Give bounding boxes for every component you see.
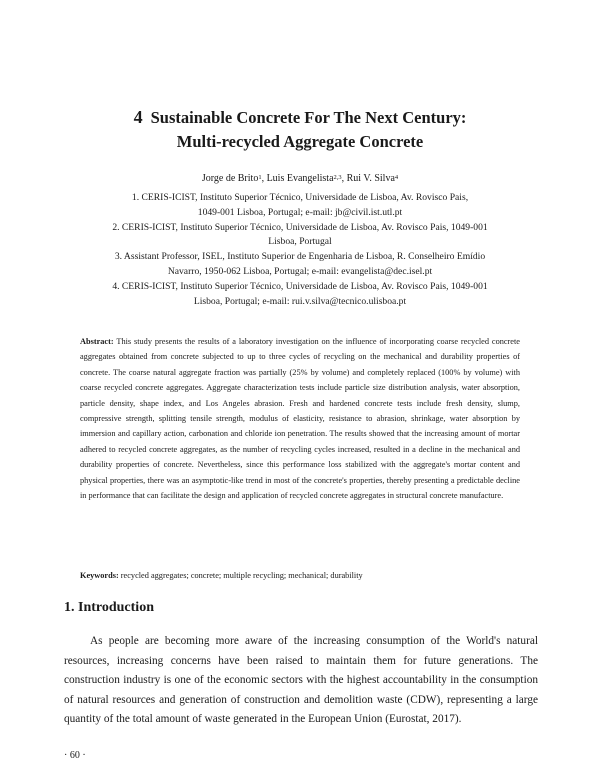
affiliation-item xyxy=(60,191,540,221)
title-line-2: Multi-recycled Aggregate Concrete xyxy=(176,132,424,151)
author-name: Rui V. Silva xyxy=(346,173,395,184)
affiliation-item xyxy=(60,250,540,280)
section-heading: 1. Introduction xyxy=(64,600,154,615)
page-number: · 60 · xyxy=(64,750,86,761)
abstract-text: This study presents the results of a laboratory investigation on the influence of incorporating coarse recycled concrete aggregates obtained from concrete subjected to up to three cycles of recycling on the mechanical and durability properties of concrete. The coarse natural aggregate fraction was partially (25% by volume) and completely replaced (100% by volume) with coarse recycled concrete aggregates. Aggregate characterization tests include particle size distribution analysis, water absorption, particle density, shape index, and Los Angeles abrasion. Fresh and hardened concrete tests include fresh density, slump, compressive strength, splitting tensile strength, modulus of elasticity, resistance to abrasion, shrinkage, water absorption by immersion and capillary action, carbonation and chloride ion penetration. The results showed that the increasing amount of mortar adhered to recycled concrete aggregates, as the number of recycling cycles increased, resulted in a decline in the mechanical and durability properties of concrete. Nevertheless, since this performance loss stabilized with the aggregate's mortar content and physical properties, there was an asymptotic-like trend in most of the concrete's properties, thereby presenting a predictable decline in performance that can facilitate the design and application of recycled concrete aggregates in structural concrete manufacture. xyxy=(80,337,520,501)
affiliation-line: 1. CERIS-ICIST, Instituto Superior Técnico, Universidade de Lisboa, Av. Rovisco Pais, xyxy=(131,192,469,203)
affiliation-line: 3. Assistant Professor, ISEL, Instituto Superior de Engenharia de Lisboa, R. Conselheiro Emídio xyxy=(114,251,486,263)
author-list xyxy=(0,172,600,186)
title-text-1: Sustainable Concrete For The Next Century: xyxy=(150,108,467,127)
affiliation-line: 2. CERIS-ICIST, Instituto Superior Técnico, Universidade de Lisboa, Av. Rovisco Pais, 1049-001 xyxy=(112,221,488,233)
keywords-label: Keywords: xyxy=(80,571,119,580)
keywords-text: recycled aggregates; concrete; multiple recycling; mechanical; durability xyxy=(120,571,363,580)
affiliation-line: Lisboa, Portugal; e-mail: rui.v.silva@tecnico.ulisboa.pt xyxy=(193,295,407,307)
affiliation-line: Navarro, 1950-062 Lisboa, Portugal; e-mail: evangelista@dec.isel.pt xyxy=(167,265,433,277)
affiliation-item xyxy=(60,221,540,251)
affiliation-line: Lisboa, Portugal xyxy=(268,236,332,248)
intro-paragraph: As people are becoming more aware of the increasing consumption of the World's natural resources, increasing concerns have been raised to maintain them for future generations. The construction industry is one of the economic sectors with the highest accountability in the consumption of natural resources and generation of construction and demolition waste (CDW), representing a large quantity of the total amount of waste generated in the European Union (Eurostat, 2017). xyxy=(64,635,538,726)
author-separator: , xyxy=(261,173,267,184)
affiliation-line: 1049-001 Lisboa, Portugal; e-mail: jb@civil.ist.utl.pt xyxy=(197,206,403,218)
abstract xyxy=(80,334,520,503)
abstract-label: Abstract: xyxy=(80,337,114,346)
affiliation-list xyxy=(60,191,540,309)
affiliation-item xyxy=(60,280,540,310)
affiliation-line: 4. CERIS-ICIST, Instituto Superior Técnico, Universidade de Lisboa, Av. Rovisco Pais, 1049-001 xyxy=(112,280,488,292)
author-name: Jorge de Brito xyxy=(201,173,259,184)
chapter-number: 4 xyxy=(133,107,143,127)
author-affiliation-mark: 2,3 xyxy=(333,174,342,181)
keywords xyxy=(80,569,520,583)
author-affiliation-mark: 1 xyxy=(258,174,262,181)
author-separator: , xyxy=(341,173,347,184)
author-affiliation-mark: 4 xyxy=(394,174,399,181)
chapter-title xyxy=(60,105,540,154)
author-name: Luis Evangelista xyxy=(266,173,334,184)
title-line-1 xyxy=(60,105,540,130)
